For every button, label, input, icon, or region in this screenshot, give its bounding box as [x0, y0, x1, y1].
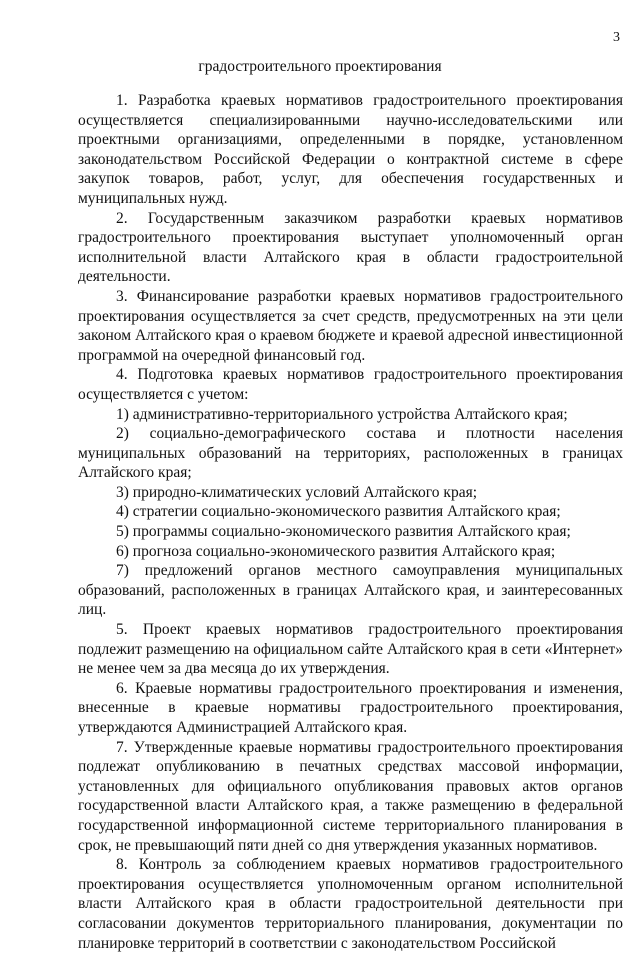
paragraph: 7. Утвержденные краевые нормативы градостроительного проектирования подлежат опубликованию в печатных средствах массовой информации, установленных для официального опубликования правовых актов органов государственной власти Алтайского края, а также размещению в федеральной государственной информационной системе территориального планирования в срок, не превышающий пяти дней со дня утверждения указанных нормативов. [78, 738, 623, 854]
paragraph: 8. Контроль за соблюдением краевых нормативов градостроительного проектирования осуществляется уполномоченным органом исполнительной власти Алтайского края в области градостроительной деятельности при согласовании документов территориального планирования, документации по планировке территорий в соответствии с законодательством Российской [78, 856, 623, 952]
paragraph: 4. Подготовка краевых нормативов градостроительного проектирования осуществляется с учетом: [78, 366, 623, 403]
list-item: 6) прогноза социально-экономического развития Алтайского края; [116, 542, 556, 560]
paragraph: 1. Разработка краевых нормативов градостроительного проектирования осуществляется специализированными научно-исследовательскими или проектными организациями, определенными в порядке, установленном законодательством Российской Федерации о контрактной системе в сфере закупок товаров, работ, услуг, для обеспечения государственных и муниципальных нужд. [78, 92, 623, 207]
paragraph: 2. Государственным заказчиком разработки краевых нормативов градостроительного проектирования выступает уполномоченный орган исполнительной власти Алтайского края в области градостроительной деятельности. [78, 209, 623, 286]
page-number: 3 [613, 30, 620, 45]
list-item: 3) природно-климатических условий Алтайского края; [116, 483, 478, 501]
list-item: 2) социально-демографического состава и плотности населения муниципальных образований на территориях, расположенных в границах Алтайского края; [78, 425, 623, 482]
page-heading: градостроительного проектирования [198, 58, 442, 75]
list-item: 5) программы социально-экономического развития Алтайского края; [116, 523, 571, 541]
paragraph: 3. Финансирование разработки краевых нормативов градостроительного проектирования осуществляется за счет средств, предусмотренных на эти цели законом Алтайского края о краевом бюджете и краевой адресной инвестиционной программой на очередной финансовый год. [78, 287, 623, 364]
list-item: 7) предложений органов местного самоуправления муниципальных образований, расположенных в границах Алтайского края, и заинтересованных лиц. [78, 562, 623, 619]
paragraph: 6. Краевые нормативы градостроительного проектирования и изменения, внесенные в краевые нормативы градостроительного проектирования, утверждаются Администрацией Алтайского края. [78, 679, 623, 736]
list-item: 1) административно-территориального устройства Алтайского края; [116, 405, 568, 423]
list-item: 4) стратегии социально-экономического развития Алтайского края; [116, 503, 561, 521]
document-body [78, 91, 623, 953]
paragraph: 5. Проект краевых нормативов градостроительного проектирования подлежит размещению на официальном сайте Алтайского края в сети «Интернет» не менее чем за два месяца до их утверждения. [78, 621, 623, 678]
